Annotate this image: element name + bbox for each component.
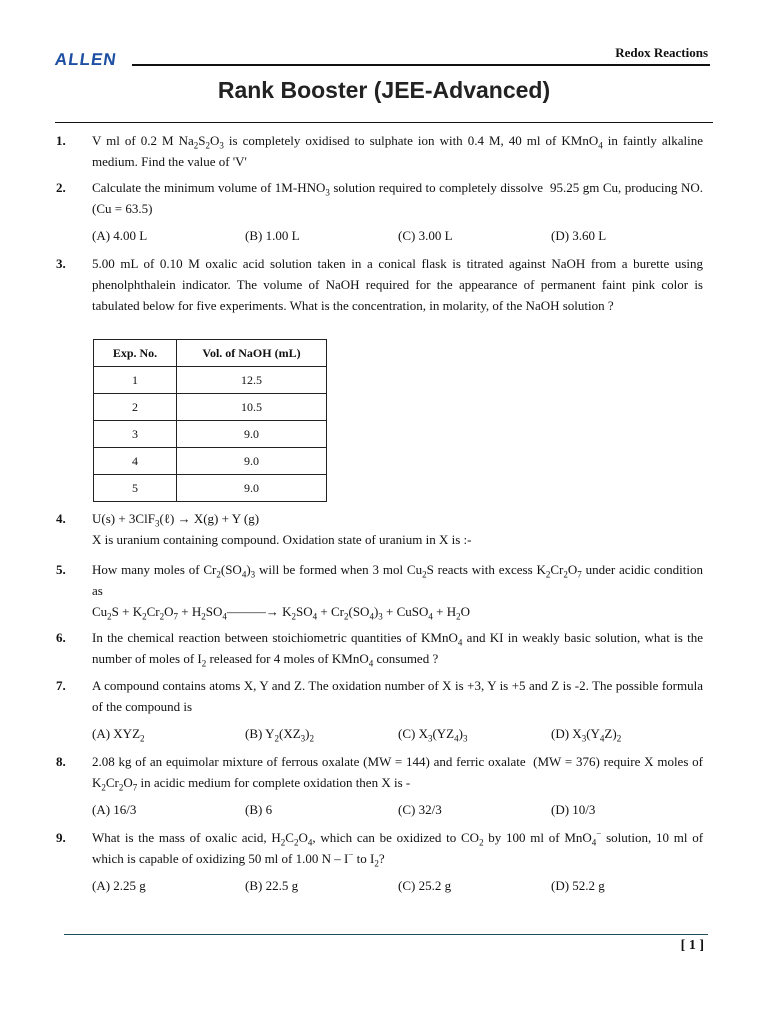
page-number: [ 1 ] bbox=[680, 938, 704, 953]
question-number: 3. bbox=[56, 256, 66, 271]
table-header-cell: Vol. of NaOH (mL) bbox=[177, 340, 327, 367]
option-a: (A) $XYZ_2$ bbox=[92, 726, 145, 744]
option-d: (D) 52.2 g bbox=[551, 878, 605, 893]
question-number: 1. bbox=[56, 133, 66, 148]
question-6 bbox=[56, 627, 703, 669]
question-3 bbox=[56, 253, 703, 316]
table-cell: 2 bbox=[94, 394, 177, 421]
table-cell: 3 bbox=[94, 421, 177, 448]
table-row bbox=[94, 475, 327, 502]
question-7 bbox=[56, 675, 703, 745]
question-number: 5. bbox=[56, 562, 66, 577]
title-rule bbox=[55, 122, 713, 123]
table-cell: 9.0 bbox=[177, 421, 327, 448]
question-number: 7. bbox=[56, 678, 66, 693]
table-cell: 9.0 bbox=[177, 475, 327, 502]
option-c: (C) 3.00 L bbox=[398, 228, 453, 243]
allen-logo: ALLEN bbox=[53, 50, 119, 69]
question-text: Calculate the minimum volume of $1M-HNO_3$ solution required to completely dissolve 95.25 gm Cu, producing NO. (Cu = 63.5) bbox=[92, 180, 703, 216]
question-5 bbox=[56, 559, 703, 622]
table-cell: 1 bbox=[94, 367, 177, 394]
option-a: (A) 16/3 bbox=[92, 802, 137, 817]
table-row bbox=[94, 394, 327, 421]
question-1 bbox=[56, 130, 703, 172]
option-a: (A) 4.00 L bbox=[92, 228, 148, 243]
option-c: (C) $X_3(YZ_4)_3$ bbox=[398, 726, 468, 744]
question-4 bbox=[56, 508, 703, 550]
option-b: (B) 1.00 L bbox=[245, 228, 300, 243]
question-text: A compound contains atoms X, Y and Z. The oxidation number of X is +3, Y is +5 and Z is -2. The possible formula of the compound is bbox=[92, 678, 703, 714]
naoh-volume-table bbox=[93, 339, 327, 502]
table-row bbox=[94, 367, 327, 394]
question-number: 6. bbox=[56, 630, 66, 645]
question-number: 8. bbox=[56, 754, 66, 769]
question-text: 5.00 mL of 0.10 M oxalic acid solution taken in a conical flask is titrated against NaOH from a burette using phenolphthalein indicator. The volume of NaOH required for the appearance of permanent faint pink color is tabulated below for five experiments. What is the concentration, in molarity, of the NaOH solution ? bbox=[92, 256, 703, 313]
options-row bbox=[56, 225, 703, 247]
question-9 bbox=[56, 827, 703, 897]
option-b: (B) $Y_2(XZ_3)_2$ bbox=[245, 726, 315, 744]
question-text: V ml of 0.2 M $Na_2S_2O_3$ is completely oxidised to sulphate ion with 0.4 M, 40 ml of KMnO$_4$ in faintly alkaline medium. Find the value of 'V' bbox=[92, 133, 703, 169]
question-number: 2. bbox=[56, 180, 66, 195]
table-row bbox=[94, 448, 327, 475]
question-text: In the chemical reaction between stoichiometric quantities of KMnO$_4$ and KI in weakly basic solution, what is the number of moles of $I_2$ released for 4 moles of KMnO$_4$ consumed ? bbox=[92, 630, 703, 669]
option-c: (C) 25.2 g bbox=[398, 878, 452, 893]
options-row bbox=[56, 799, 703, 821]
question-8 bbox=[56, 751, 703, 821]
page-title: Rank Booster (JEE-Advanced) bbox=[217, 77, 551, 103]
option-b: (B) 22.5 g bbox=[245, 878, 299, 893]
question-text: 2.08 kg of an equimolar mixture of ferrous oxalate (MW = 144) and ferric oxalate (MW = 376) require X moles of $K_2Cr_2O_7$ in acidic medium for complete oxidation then X is - bbox=[92, 754, 703, 793]
option-d: (D) 10/3 bbox=[551, 802, 596, 817]
question-number: 4. bbox=[56, 511, 66, 526]
option-a: (A) 2.25 g bbox=[92, 878, 146, 893]
table-cell: 4 bbox=[94, 448, 177, 475]
option-b: (B) 6 bbox=[245, 802, 273, 817]
question-2 bbox=[56, 177, 703, 247]
table-cell: 9.0 bbox=[177, 448, 327, 475]
question-number: 9. bbox=[56, 830, 66, 845]
question-text: How many moles of $Cr_2(SO_4)_3$ will be formed when 3 mol $Cu_2S$ reacts with excess $K_2Cr_2O_7$ under acidic condition as $Cu_2S + K_2Cr_2O_7$ + $H_2SO_4———\to K_2SO_4 + Cr_2(SO_4)_3$ + CuSO$_4$ + $H_2O$ bbox=[92, 562, 703, 622]
options-row bbox=[56, 723, 703, 745]
chapter-title: Redox Reactions bbox=[615, 45, 708, 60]
table-cell: 5 bbox=[94, 475, 177, 502]
table-header-cell: Exp. No. bbox=[94, 340, 177, 367]
options-row bbox=[56, 875, 703, 897]
table-cell: 12.5 bbox=[177, 367, 327, 394]
header-rule bbox=[132, 64, 710, 66]
option-d: (D) $X_3(Y_4Z)_2$ bbox=[551, 726, 622, 744]
question-text: U(s) + 3ClF$_3$(ℓ) → X(g) + Y (g) X is uranium containing compound. Oxidation state of uranium in X is :- bbox=[92, 511, 472, 547]
option-c: (C) 32/3 bbox=[398, 802, 442, 817]
table-row bbox=[94, 421, 327, 448]
table-header-row bbox=[94, 340, 327, 367]
question-text: What is the mass of oxalic acid, $H_2C_2O_4$, which can be oxidized to $CO_2$ by 100 ml of MnO$_4$− solution, 10 ml of which is capable of oxidizing 50 ml of 1.00 N – I− to $I_2$? bbox=[92, 828, 704, 869]
table-cell: 10.5 bbox=[177, 394, 327, 421]
option-d: (D) 3.60 L bbox=[551, 228, 607, 243]
footer-rule bbox=[64, 934, 708, 935]
